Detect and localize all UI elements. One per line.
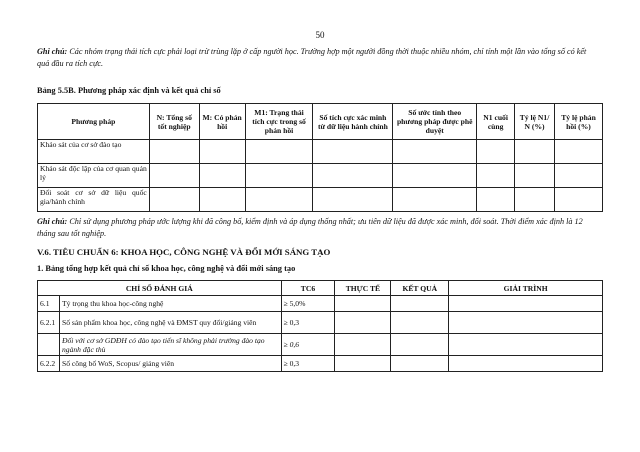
- t1-header-n: N: Tổng số tốt nghiệp: [149, 104, 199, 140]
- t2-header-explanation: GIẢI TRÌNH: [449, 281, 603, 296]
- note-1-text: Các nhóm trạng thái tích cực phải loại trừ trùng lặp ở cấp người học. Trường hợp một người đồng thời thuộc nhiều nhóm, chỉ tính một lần vào tổng số có kết quả đầu ra tích cực.: [37, 47, 587, 68]
- t2-label-cell: Tỷ trọng thu khoa học-công nghệ: [59, 296, 281, 312]
- page-number: 50: [315, 30, 325, 40]
- table-1-title: Bảng 5.5B. Phương pháp xác định và kết quả chỉ số: [37, 86, 221, 95]
- t2-code-cell: 6.1: [38, 296, 60, 312]
- table-row: [38, 312, 603, 334]
- t2-label-cell: Số công bố WoS, Scopus/ giảng viên: [59, 356, 281, 372]
- table-row: [38, 334, 603, 356]
- t2-code-cell: [38, 334, 60, 356]
- subsection-title: 1. Bảng tổng hợp kết quả chỉ số khoa học, công nghệ và đổi mới sáng tạo: [37, 264, 296, 273]
- t2-tc6-cell: ≥ 0,6: [281, 334, 335, 356]
- section-title: V.6. TIÊU CHUẨN 6: KHOA HỌC, CÔNG NGHỆ VÀ ĐỔI MỚI SÁNG TẠO: [37, 247, 331, 257]
- t1-header-n1: N1 cuối cùng: [477, 104, 515, 140]
- t1-header-m: M: Có phản hồi: [199, 104, 245, 140]
- t1-method-cell: Khảo sát của cơ sở đào tạo: [38, 140, 150, 164]
- t1-header-ratio: Tỷ lệ N1/ N (%): [515, 104, 555, 140]
- t1-method-cell: Đối soát cơ sở dữ liệu quốc gia/hành chính: [38, 188, 150, 212]
- t2-tc6-cell: ≥ 0,3: [281, 312, 335, 334]
- t2-label-cell: Số sản phẩm khoa học, công nghệ và ĐMST quy đổi/giảng viên: [59, 312, 281, 334]
- t1-header-estimated: Số ước tính theo phương pháp được phê duyệt: [393, 104, 477, 140]
- table-1-header-row: [38, 104, 603, 140]
- note-2-text: Chỉ sử dụng phương pháp ước lượng khi đã công bố, kiểm định và áp dụng thống nhất; ưu tiên dữ liệu đã được xác minh, đối soát. Thời điểm xác định là 12 tháng sau tốt nghiệp.: [37, 217, 583, 238]
- t2-code-cell: 6.2.1: [38, 312, 60, 334]
- t1-header-m1: M1: Trạng thái tích cực trong số phản hồi: [245, 104, 313, 140]
- note-2-label: Ghi chú:: [37, 217, 68, 226]
- t1-header-response-rate: Tỷ lệ phản hồi (%): [555, 104, 603, 140]
- t2-tc6-cell: ≥ 5,0%: [281, 296, 335, 312]
- t1-method-cell: Khảo sát độc lập của cơ quan quản lý: [38, 164, 150, 188]
- table-row: [38, 188, 603, 212]
- t2-header-indicator: CHỈ SỐ ĐÁNH GIÁ: [38, 281, 282, 296]
- table-1: [37, 103, 603, 212]
- table-row: [38, 140, 603, 164]
- table-row: [38, 356, 603, 372]
- t2-tc6-cell: ≥ 0,3: [281, 356, 335, 372]
- note-1-label: Ghi chú:: [37, 47, 68, 56]
- t2-header-tc6: TC6: [281, 281, 335, 296]
- t2-header-actual: THỰC TẾ: [335, 281, 391, 296]
- t1-header-verified: Số tích cực xác minh từ dữ liệu hành chính: [313, 104, 393, 140]
- note-1: [37, 46, 597, 70]
- t2-code-cell: 6.2.2: [38, 356, 60, 372]
- table-row: [38, 296, 603, 312]
- t1-header-method: Phương pháp: [38, 104, 150, 140]
- table-2: [37, 280, 603, 372]
- t2-header-result: KẾT QUẢ: [391, 281, 449, 296]
- table-row: [38, 164, 603, 188]
- table-2-header-row: [38, 281, 603, 296]
- note-2: [37, 216, 597, 240]
- t2-label-cell: Đối với cơ sở GDĐH có đào tạo tiến sĩ không phải trường đào tạo ngành đặc thù: [59, 334, 281, 356]
